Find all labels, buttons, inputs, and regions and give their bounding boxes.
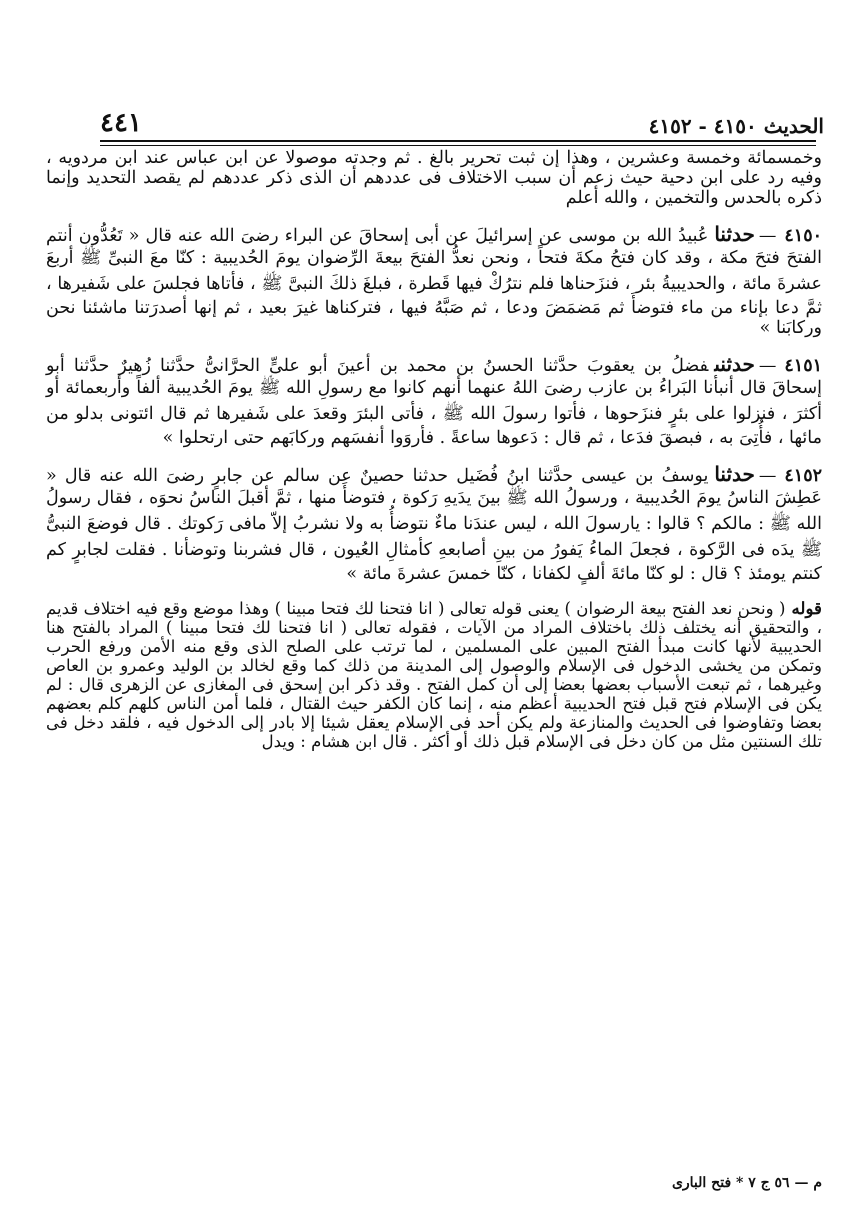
hadith-number: ٤١٥٠ bbox=[784, 226, 822, 246]
commentary-paragraph bbox=[46, 598, 822, 751]
page-footer bbox=[46, 1175, 822, 1205]
hadith-text: عُبيدُ الله بن موسى عن إسرائيلَ عن أبى إسحاقَ عن البراء رضىَ الله عنه قال « تَعُدُّون أنتم الفتحَ فتحَ مكة ، وقد كان فتحُ مكةَ فتحاً ، ونحن نعدُّ الفتحَ بيعةَ الرِّضوان يومَ الحُديبية : كنّا معَ النبىِّ ﷺ أربعَ عشرةَ مائة ، والحديبيةُ بئر ، فنزَحناها فلم نترُكْ فيها قَطرة ، فبلغَ ذلكَ النبىَّ ﷺ ، فأتاها فجلسَ على شَفيرها ، ثمَّ دعا بإناء من ماء فتوضأَ ثم مَضمَضَ ودعا ، ثم صَبَّهُ فيها ، فتركناها غيرَ بعيد ، ثم إنها أصدرَتنا ماشئنا نحن وركابَنا » bbox=[46, 226, 822, 338]
hadith-opener: حدثنا bbox=[714, 222, 755, 246]
hadith-4151 bbox=[46, 352, 822, 448]
hadith-text: يوسفُ بن عيسى حدَّثنا ابنُ فُضَيل حدثنا حصينٌ عن سالم عن جابرٍ رضىَ الله عنه قال « عَطِشَ الناسُ يومَ الحُديبية ، ورسولُ الله ﷺ بينَ يدَيهِ رَكوة ، فتوضأَ منها ، ثمَّ أقبلَ الناسُ نحوَه ، فقال رسولُ الله ﷺ : مالكم ؟ قالوا : يارسولَ الله ، ليس عندَنا ماءٌ نتوضأُ به ولا نشربُ إلاّ مافى رَكوتك . قال فوضعَ النبىُّ ﷺ يدَه فى الرَّكوة ، فجعلَ الماءُ يَفورُ من بينِ أصابعهِ كأمثالِ العُيون ، قال فشربنا وتوضأنا . فقلت لجابرٍ كم كنتم يومئذ ؟ قال : لو كنّا مائةَ ألفٍ لكفانا ، كنّا خمسَ عشرةَ مائة » bbox=[46, 466, 822, 584]
hadith-4150 bbox=[46, 222, 822, 338]
dash-separator: — bbox=[758, 356, 777, 376]
page-number: ٤٤١ bbox=[100, 108, 142, 138]
hadith-opener: حدثنا bbox=[714, 462, 755, 486]
main-text bbox=[46, 148, 822, 751]
intro-paragraph: وخمسمائة وخمسة وعشرين ، وهذا إن ثبت تحرير بالغ . ثم وجدته موصولا عن ابن عباس عند ابن مردويه ، وفيه رد على ابن دحية حيث زعم أن سبب الاختلاف فى عددهم أن الذى ذكر عددهم لم يقصد التحديد وإنما ذكره بالحدس والتخمين ، والله أعلم bbox=[46, 148, 822, 208]
commentary-text: ( ونحن نعد الفتح بيعة الرضوان ) يعنى قوله تعالى ( انا فتحنا لك فتحا مبينا ) وهذا موضع وقع فيه اختلاف قديم ، والتحقيق أنه يختلف ذلك باختلاف المراد من الآيات ، فقوله تعالى ( انا فتحنا لك فتحا مبينا ) المراد بالفتح هنا الحديبية لأنها كانت مبدأ الفتح المبين على المسلمين ، لما ترتب على الصلح الذى وقع منه الأمن ورفع الحرب وتمكن من يخشى الدخول فى الإسلام والوصول إلى المدينة من ذلك كما وقع لخالد بن الوليد وعمرو بن العاص وغيرهما ، ثم تبعت الأسباب بعضها بعضا إلى أن كمل الفتح . وقد ذكر ابن إسحق فى المغازى عن الزهرى قال : لم يكن فى الإسلام فتح قبل فتح الحديبية أعظم منه ، إنما كان الكفر حيث القتال ، فلما أمن الناس كلهم كلم بعضهم بعضا وتفاوضوا فى الحديث والمنازعة ولم يكن أحد فى الإسلام يعقل شيئا إلا بادر إلى الدخول فيه ، فلقد دخل فى تلك السنتين مثل من كان دخل فى الإسلام قبل ذلك أو أكثر . قال ابن هشام : ويدل bbox=[46, 599, 822, 751]
header-rule bbox=[100, 140, 816, 146]
hadith-4152 bbox=[46, 462, 822, 584]
hadith-text: فضلُ بن يعقوبَ حدَّثنا الحسنُ بن محمد بن أعينَ أبو علىٍّ الحرَّانىُّ حدَّثنا زُهيرٌ حدَّثنا أبو إسحاقَ قال أنبأنا البَراءُ بن عازب رضىَ اللهُ عنهما أنهم كانوا مع رسولِ الله ﷺ يومَ الحُديبية ألفاً وأربعمائة أو أكثرَ ، فنزلوا على بئرٍ فنزَحوها ، فأتوا رسولَ الله ﷺ ، فأتى البئرَ وقعدَ على شَفيرها ثم قال ائتونى بدلو من مائها ، فأُتِىَ به ، فبصقَ فدَعا ، ثم قال : دَعوها ساعةً . فأروَوا أنفسَهم وركابَهم حتى ارتحلوا » bbox=[46, 356, 822, 448]
signature-mark: م — ٥٦ ج ٧ * فتح البارى bbox=[671, 1175, 822, 1191]
dash-separator: — bbox=[758, 226, 777, 246]
hadith-number: ٤١٥٢ bbox=[784, 466, 822, 486]
commentary-marker: قوله bbox=[791, 598, 822, 618]
dash-separator: — bbox=[758, 466, 777, 486]
page-header bbox=[40, 92, 824, 138]
hadith-opener: حدثنى bbox=[714, 352, 755, 376]
hadith-number: ٤١٥١ bbox=[784, 356, 822, 376]
running-title: الحديث ٤١٥٠ - ٤١٥٢ bbox=[648, 114, 824, 138]
